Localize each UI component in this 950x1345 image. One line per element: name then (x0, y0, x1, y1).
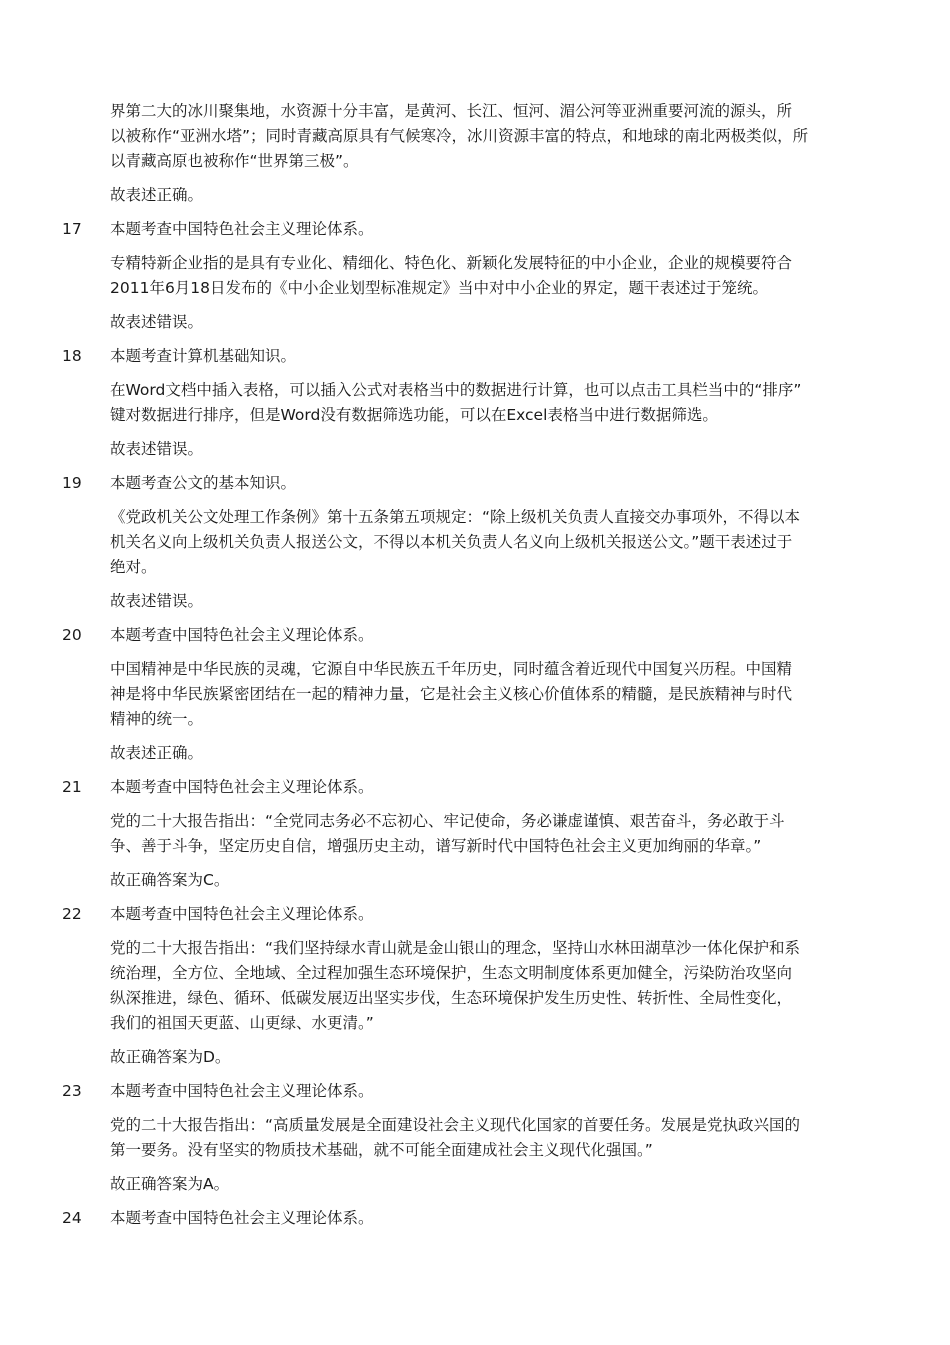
document-page (0, 99, 950, 1240)
question-number: 21 (62, 778, 82, 796)
question-topic: 本题考查中国特色社会主义理论体系。 (110, 778, 374, 796)
answer-list (0, 217, 950, 1231)
question-heading (62, 344, 865, 369)
question-number: 18 (62, 347, 82, 365)
explanation-paragraph: 《党政机关公文处理工作条例》第十五条第五项规定：“除上级机关负责人直接交办事项外，不得以本 机关名义向上级机关负责人报送公文，不得以本机关负责人名义向上级机关报送公文。”题干表述过于 绝对。 (110, 508, 801, 576)
explanation-paragraph: 中国精神是中华民族的灵魂，它源自中华民族五千年历史，同时蕴含着近现代中国复兴历程。中国精 神是将中华民族紧密团结在一起的精神力量，它是社会主义核心价值体系的精髓，是民族精神与时代 精神的统一。 (110, 660, 793, 728)
conclusion-text: 故表述错误。 (110, 592, 204, 610)
question-heading (62, 902, 865, 927)
question-number: 24 (62, 1209, 82, 1227)
conclusion-text: 故正确答案为A。 (110, 1175, 230, 1193)
answer-item-22 (0, 902, 950, 1070)
question-number: 23 (62, 1082, 82, 1100)
question-heading (62, 775, 865, 800)
conclusion-text: 故表述正确。 (110, 744, 204, 762)
explanation-paragraph: 专精特新企业指的是具有专业化、精细化、特色化、新颖化发展特征的中小企业，企业的规模要符合 2011年6月18日发布的《中小企业划型标准规定》当中对中小企业的界定，题干表述过于笼统。 (110, 254, 793, 297)
explanation-paragraph: 党的二十大报告指出：“我们坚持绿水青山就是金山银山的理念，坚持山水林田湖草沙一体化保护和系 统治理，全方位、全地域、全过程加强生态环境保护，生态文明制度体系更加健全，污染防治攻坚向 纵深推进，绿色、循环、低碳发展迈出坚实步伐，生态环境保护发生历史性、转折性、全局性变化， 我们的祖国天更蓝、山更绿、水更清。” (110, 939, 801, 1032)
answer-item-17 (0, 217, 950, 335)
explanation-paragraph: 在Word文档中插入表格，可以插入公式对表格当中的数据进行计算，也可以点击工具栏当中的“排序” 键对数据进行排序，但是Word没有数据筛选功能，可以在Excel表格当中进行数据筛选。 (110, 381, 802, 424)
intro-paragraph: 界第二大的冰川聚集地，水资源十分丰富，是黄河、长江、恒河、湄公河等亚洲重要河流的源头，所 以被称作“亚洲水塔”；同时青藏高原具有气候寒冷，冰川资源丰富的特点，和地球的南北两极类似，所 以青藏高原也被称作“世界第三极”。 (110, 102, 809, 170)
conclusion-text: 故正确答案为C。 (110, 871, 230, 889)
question-heading (62, 217, 865, 242)
question-number: 20 (62, 626, 82, 644)
answer-item-20 (0, 623, 950, 766)
question-topic: 本题考查中国特色社会主义理论体系。 (110, 905, 374, 923)
question-topic: 本题考查中国特色社会主义理论体系。 (110, 1209, 374, 1227)
question-number: 17 (62, 220, 82, 238)
conclusion-text: 故表述错误。 (110, 313, 204, 331)
explanation-paragraph: 党的二十大报告指出：“高质量发展是全面建设社会主义现代化国家的首要任务。发展是党执政兴国的 第一要务。没有坚实的物质技术基础，就不可能全面建成社会主义现代化强国。” (110, 1116, 801, 1159)
question-number: 19 (62, 474, 82, 492)
question-heading (62, 471, 865, 496)
question-topic: 本题考查中国特色社会主义理论体系。 (110, 220, 374, 238)
question-topic: 本题考查中国特色社会主义理论体系。 (110, 626, 374, 644)
question-number: 22 (62, 905, 82, 923)
answer-item-19 (0, 471, 950, 614)
answer-item-18 (0, 344, 950, 462)
answer-item-21 (0, 775, 950, 893)
answer-item-23 (0, 1079, 950, 1197)
question-topic: 本题考查中国特色社会主义理论体系。 (110, 1082, 374, 1100)
question-topic: 本题考查计算机基础知识。 (110, 347, 297, 365)
question-topic: 本题考查公文的基本知识。 (110, 474, 297, 492)
explanation-paragraph: 党的二十大报告指出：“全党同志务必不忘初心、牢记使命，务必谦虚谨慎、艰苦奋斗，务必敢于斗 争、善于斗争，坚定历史自信，增强历史主动，谱写新时代中国特色社会主义更加绚丽的华章。” (110, 812, 785, 855)
conclusion-text: 故表述错误。 (110, 440, 204, 458)
question-heading (62, 1206, 865, 1231)
question-heading (62, 1079, 865, 1104)
intro-conclusion: 故表述正确。 (110, 186, 204, 204)
conclusion-text: 故正确答案为D。 (110, 1048, 231, 1066)
answer-item-24 (0, 1206, 950, 1231)
question-heading (62, 623, 865, 648)
